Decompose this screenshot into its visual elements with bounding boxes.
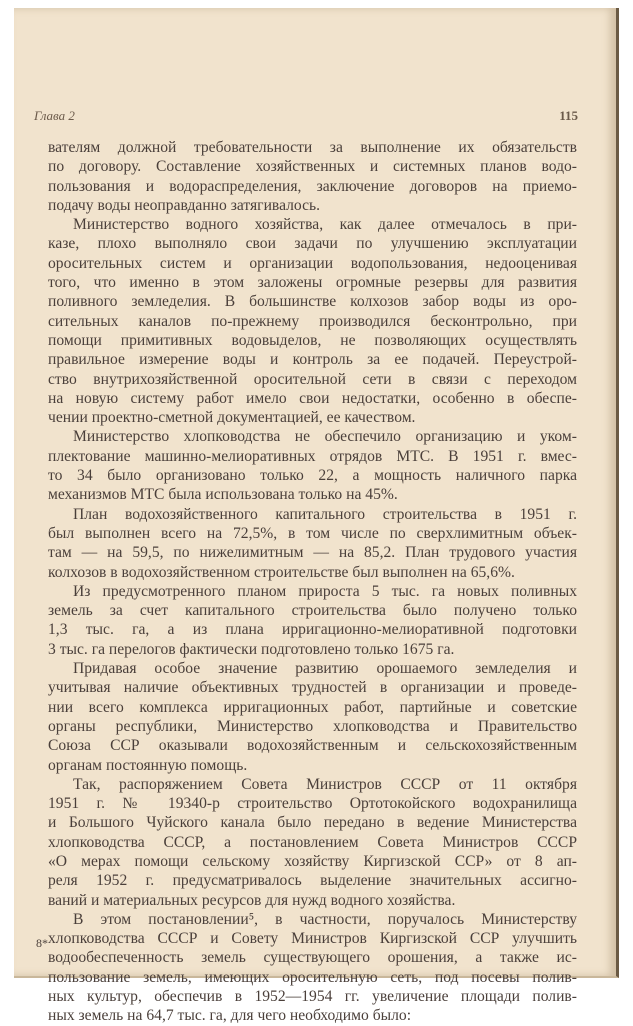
- body-text: [48, 138, 577, 1026]
- text-line: реля 1952 г. предусматривалось выделение значительных ассигно-: [48, 872, 577, 890]
- text-line: Союза ССР оказывали водохозяйственным и сельскохозяйственным: [48, 737, 577, 755]
- paragraph: [48, 659, 577, 775]
- text-line: земель за счет капитального строительства было получено только: [48, 602, 577, 620]
- text-line: то 34 было организовано только 22, а мощность наличного парка: [48, 467, 577, 485]
- text-line: органы республики, Министерство хлопководства и Правительство: [48, 717, 577, 735]
- text-line: Так, распоряжением Совета Министров СССР от 11 октября: [73, 775, 577, 793]
- text-line: колхозов в водохозяйственном строительстве был выполнен на 65,6%.: [48, 563, 515, 581]
- text-line: Из предусмотренного планом прироста 5 тыс. га новых поливных: [73, 582, 577, 600]
- paragraph: [48, 427, 577, 504]
- text-line: пользование земель, имеющих оросительную сеть, под посевы полив-: [48, 968, 577, 986]
- text-line: ство внутрихозяйственной оросительной сети в связи с переходом: [48, 370, 577, 388]
- text-line: 3 тыс. га перелогов фактически подготовлено только 1675 га.: [48, 640, 455, 658]
- text-line: ваний и материальных ресурсов для нужд водного хозяйства.: [48, 891, 456, 909]
- text-line: там — на 59,5, по нижелимитным — на 85,2. План трудового участия: [48, 544, 577, 562]
- text-line: Министерство хлопководства не обеспечило организацию и уком-: [73, 428, 577, 446]
- text-line: казе, плохо выполняло свои задачи по улучшению эксплуатации: [48, 235, 577, 253]
- text-line: Министерство водного хозяйства, как далее отмечалось в при-: [73, 216, 577, 234]
- running-head-chapter: Глава 2: [34, 108, 75, 123]
- text-line: 1,3 тыс. га, а из плана ирригационно-мелиоративной подготовки: [48, 621, 577, 639]
- text-line: вателям должной требовательности за выполнение их обязательств: [48, 139, 577, 156]
- text-line: учитывая наличие объективных трудностей в организации и проведе-: [48, 679, 577, 697]
- text-line: хлопководства СССР, а постановлением Совета Министров СССР: [48, 833, 577, 851]
- paragraph: [48, 138, 577, 215]
- paragraph: [48, 505, 577, 582]
- text-line: по договору. Составление хозяйственных и системных планов водо-: [48, 158, 577, 176]
- text-line: Придавая особое значение развитию орошаемого земледелия и: [73, 660, 577, 678]
- signature-mark: 8*: [36, 936, 48, 950]
- text-line: поливного земледелия. В большинстве колхозов забор воды из оро-: [48, 293, 577, 311]
- text-line: правильное измерение воды и контроль за ее подачей. Переустрой-: [48, 351, 577, 369]
- paragraph: [48, 910, 577, 1026]
- text-line: «О мерах помощи сельскому хозяйству Киргизской ССР» от 8 ап-: [48, 852, 577, 870]
- text-line: ных культур, обеспечив в 1952—1954 гг. увеличение площади полив-: [48, 988, 577, 1006]
- paragraph: [48, 582, 577, 659]
- text-line: водообеспеченность земель существующего орошения, а также ис-: [48, 949, 577, 967]
- text-line: оросительных систем и организации водопользования, недооценивая: [48, 254, 577, 272]
- text-line: и Большого Чуйского канала было передано в ведение Министерства: [48, 814, 577, 832]
- text-line: 1951 г. № 19340-р строительство Ортотокойского водохранилища: [48, 795, 577, 813]
- text-line: нии всего комплекса ирригационных работ, партийные и советские: [48, 698, 577, 716]
- text-line: был выполнен всего на 72,5%, в том числе по сверхлимитным объек-: [48, 524, 577, 542]
- text-line: пользования и водораспределения, заключение договоров на приемо-: [48, 177, 577, 195]
- text-line: органам постоянную помощь.: [48, 756, 248, 774]
- text-line: чении проектно-сметной документацией, ее качеством.: [48, 409, 416, 427]
- page-number: 115: [559, 108, 578, 123]
- text-line: плектование машинно-мелиоративных отрядов МТС. В 1951 г. вмес-: [48, 447, 577, 465]
- text-line: В этом постановлении⁵, в частности, поручалось Министерству: [73, 910, 577, 928]
- text-line: подачу воды неоправданно затягивалось.: [48, 196, 321, 214]
- text-line: механизмов МТС была использована только на 45%.: [48, 486, 398, 504]
- text-line: сительных каналов по-прежнему производился бесконтрольно, при: [48, 312, 577, 330]
- paragraph: [48, 215, 577, 427]
- text-line: того, что именно в этом заложены огромные резервы для развития: [48, 274, 577, 292]
- text-line: помощи примитивных водовыделов, не позволяющих осуществлять: [48, 331, 577, 349]
- text-line: на новую систему работ имело свои недостатки, особенно в обеспе-: [48, 389, 577, 407]
- text-line: План водохозяйственного капитального строительства в 1951 г.: [73, 505, 577, 523]
- book-page: [14, 8, 619, 1025]
- text-line: ных земель на 64,7 тыс. га, для чего необходимо было:: [48, 1007, 412, 1025]
- paragraph: [48, 775, 577, 910]
- text-line: хлопководства СССР и Совету Министров Киргизской ССР улучшить: [48, 930, 577, 948]
